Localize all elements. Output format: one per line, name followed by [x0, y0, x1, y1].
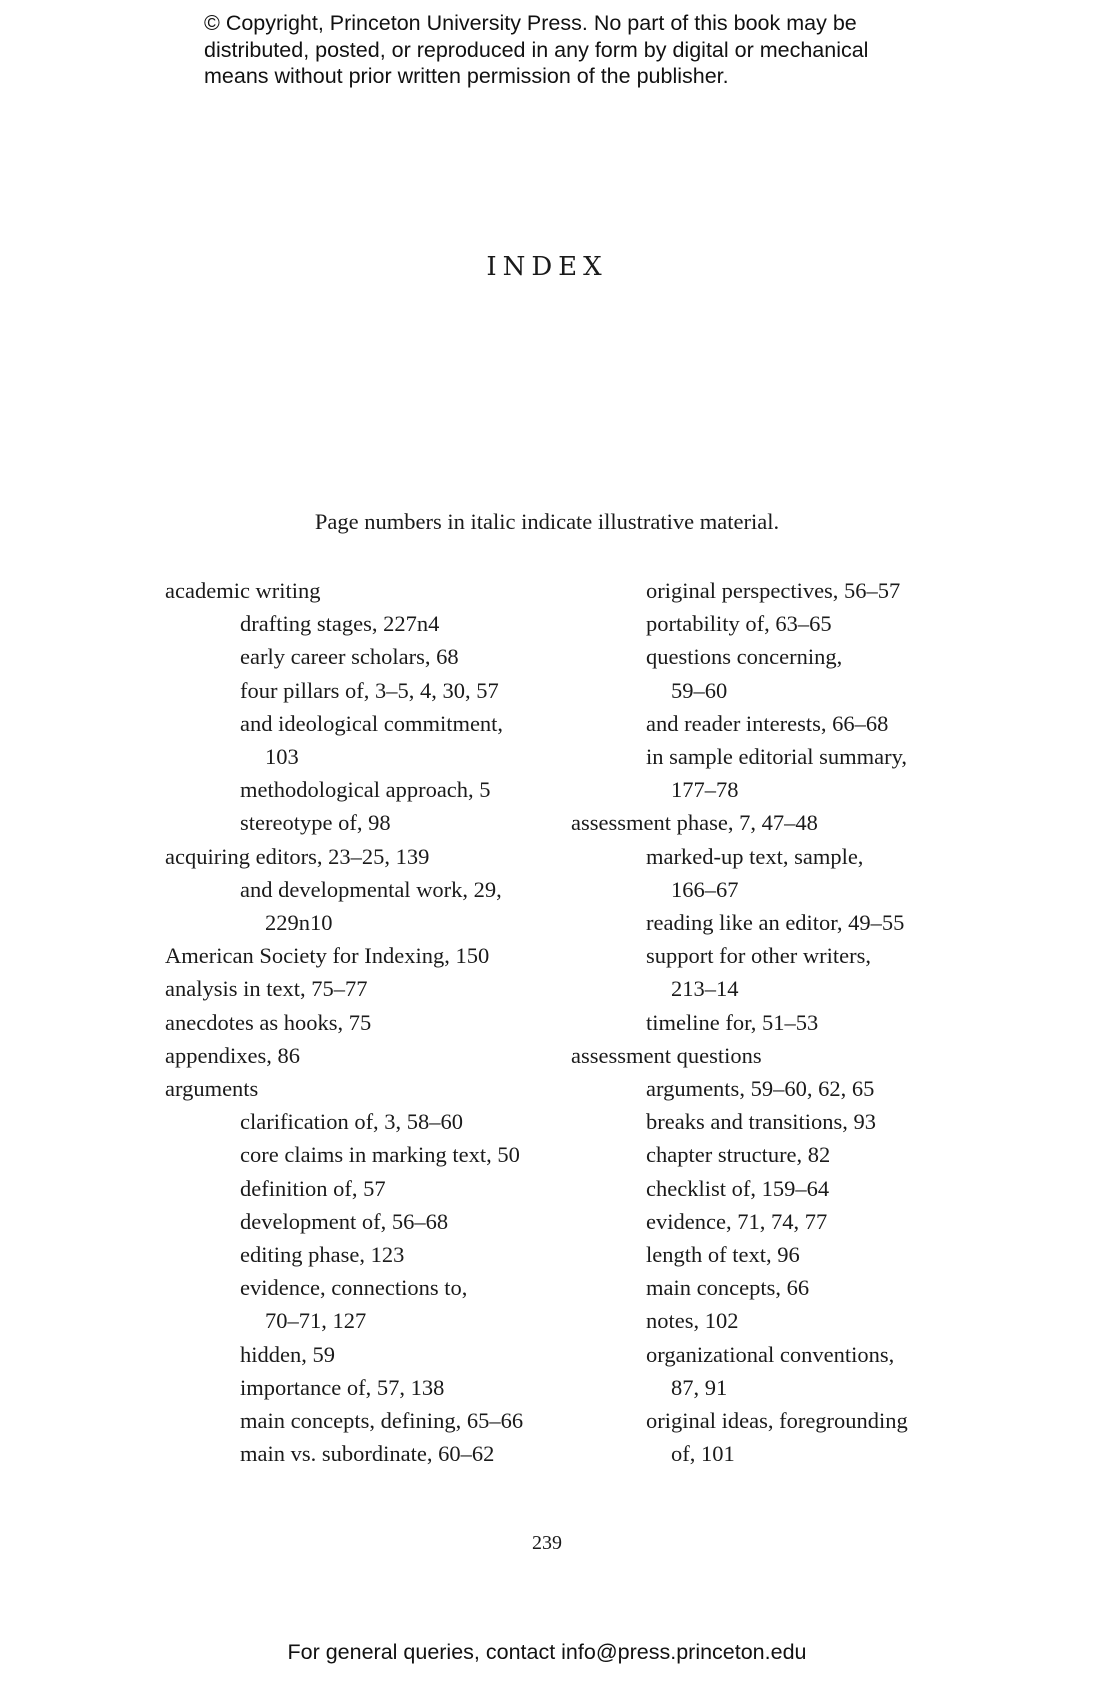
- index-subentry: stereotype of, 98: [240, 810, 391, 836]
- index-subentry: clarification of, 3, 58–60: [240, 1109, 464, 1135]
- index-subentry: support for other writers,: [646, 943, 871, 969]
- index-entry-continuation: 70–71, 127: [265, 1308, 367, 1334]
- index-subentry: editing phase, 123: [240, 1242, 405, 1268]
- index-subentry: methodological approach, 5: [240, 777, 491, 803]
- italic-note: Page numbers in italic indicate illustrative material.: [314, 509, 780, 534]
- index-subentry: reading like an editor, 49–55: [646, 910, 905, 936]
- index-subentry: hidden, 59: [240, 1341, 335, 1367]
- index-entry-continuation: 229n10: [265, 910, 333, 936]
- index-subentry: core claims in marking text, 50: [240, 1142, 520, 1168]
- index-subentry: organizational conventions,: [646, 1341, 895, 1367]
- index-entry: acquiring editors, 23–25, 139: [165, 843, 430, 869]
- index-subentry: length of text, 96: [646, 1242, 800, 1268]
- index-subentry: original ideas, foregrounding: [646, 1408, 908, 1434]
- index-entry-continuation: 177–78: [671, 777, 739, 803]
- index-subentry: and ideological commitment,: [240, 710, 504, 736]
- index-subentry: and reader interests, 66–68: [646, 710, 889, 736]
- index-subentry: notes, 102: [646, 1308, 739, 1334]
- footer-contact: For general queries, contact info@press.princeton.edu: [287, 1640, 807, 1664]
- copyright-line: means without prior written permission of the publisher.: [204, 64, 729, 88]
- index-subentry: in sample editorial summary,: [646, 744, 907, 770]
- index-subentry: original perspectives, 56–57: [646, 578, 901, 603]
- index-subentry: breaks and transitions, 93: [646, 1109, 876, 1135]
- copyright-line: © Copyright, Princeton University Press. No part of this book may be: [204, 11, 857, 35]
- index-subentry: arguments, 59–60, 62, 65: [646, 1076, 875, 1102]
- index-subentry: evidence, 71, 74, 77: [646, 1208, 828, 1234]
- index-subentry: main concepts, 66: [646, 1275, 810, 1301]
- index-entry: academic writing: [165, 578, 321, 603]
- index-subentry: four pillars of, 3–5, 4, 30, 57: [240, 677, 499, 703]
- index-entry: assessment questions: [571, 1042, 762, 1068]
- index-entry: anecdotes as hooks, 75: [165, 1009, 372, 1035]
- index-subentry: early career scholars, 68: [240, 644, 459, 670]
- index-subentry: drafting stages, 227n4: [240, 611, 440, 637]
- index-subentry: and developmental work, 29,: [240, 876, 502, 902]
- index-entry-continuation: 166–67: [671, 876, 739, 902]
- page-title: INDEX: [486, 252, 608, 282]
- index-column-left: [165, 574, 555, 1470]
- index-entry-continuation: 59–60: [671, 677, 728, 703]
- index-entry: arguments: [165, 1076, 259, 1102]
- index-subentry: development of, 56–68: [240, 1208, 449, 1234]
- index-entry: assessment phase, 7, 47–48: [571, 810, 818, 836]
- index-subentry: main concepts, defining, 65–66: [240, 1408, 524, 1434]
- index-subentry: importance of, 57, 138: [240, 1374, 445, 1400]
- index-entry: appendixes, 86: [165, 1042, 300, 1068]
- index-entry-continuation: 103: [265, 744, 299, 770]
- index-subentry: chapter structure, 82: [646, 1142, 831, 1168]
- index-subentry: timeline for, 51–53: [646, 1009, 819, 1035]
- index-entry-continuation: 87, 91: [671, 1374, 728, 1400]
- index-subentry: marked-up text, sample,: [646, 843, 864, 869]
- copyright-notice: [204, 10, 964, 90]
- index-subentry: evidence, connections to,: [240, 1275, 468, 1301]
- index-subentry: questions concerning,: [646, 644, 843, 670]
- index-subentry: main vs. subordinate, 60–62: [240, 1441, 495, 1467]
- index-subentry: definition of, 57: [240, 1175, 386, 1201]
- index-entry-continuation: of, 101: [671, 1441, 735, 1467]
- index-entry: analysis in text, 75–77: [165, 976, 368, 1002]
- index-subentry: checklist of, 159–64: [646, 1175, 830, 1201]
- index-subentry: portability of, 63–65: [646, 611, 832, 637]
- index-entry-continuation: 213–14: [671, 976, 739, 1002]
- copyright-line: distributed, posted, or reproduced in any form by digital or mechanical: [204, 37, 869, 62]
- index-entry: American Society for Indexing, 150: [165, 943, 490, 969]
- index-column-right: [571, 574, 971, 1470]
- page-number: 239: [532, 1532, 562, 1554]
